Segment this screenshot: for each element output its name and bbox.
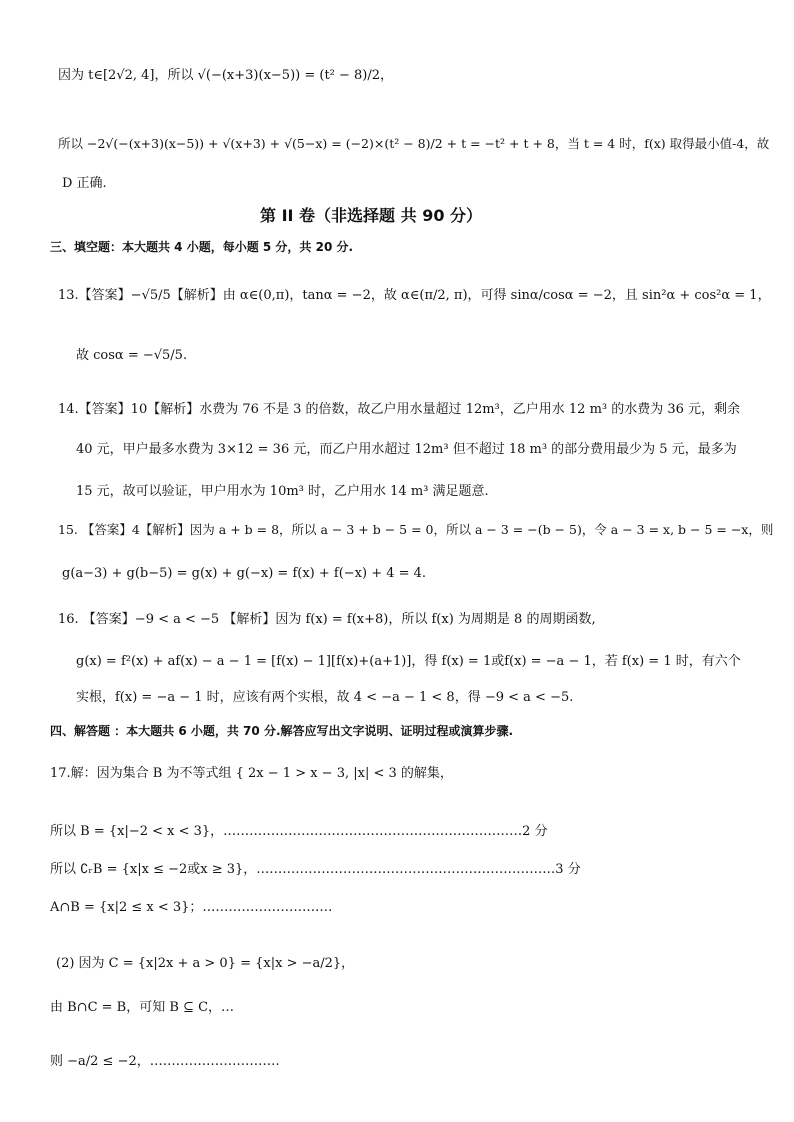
q15-line-2: g(a−3) + g(b−5) = g(x) + g(−x) = f(x) + f(−x) + 4 = 4. [62,566,427,581]
q16-line-2: g(x) = f²(x) + af(x) − a − 1 = [f(x) − 1][f(x)+(a+1)]，得 f(x) = 1或f(x) = −a − 1，若 f(x) = 1 时，有六个 [76,654,741,669]
part-ii-title: 第 II 卷（非选择题 共 90 分） [260,206,483,225]
q13-answer: 13.【答案】−√5/5【解析】由 α∈(0,π)，tanα = −2，故 α∈(π/2, π)，可得 sinα/cosα = −2，且 sin²α + cos²α = 1， [58,288,771,303]
q17-intro: 17.解：因为集合 B 为不等式组 { 2x − 1 > x − 3, |x| < 3 的解集， [50,766,453,781]
solution-line-min-value: 所以 −2√(−(x+3)(x−5)) + √(x+3) + √(5−x) = (−2)×(t² − 8)/2 + t = −t² + t + 8，当 t = 4 时，f(x) 取得最小值-4，故 [58,136,770,151]
q17-part2-set-c: (2) 因为 C = {x|2x + a > 0} = {x|x > −a/2}， [56,956,355,971]
q17-set-b: 所以 B = {x|−2 < x < 3}，……………………………………………………………2 分 [50,824,548,839]
q17-complement-b: 所以 ∁ᵣB = {x|x ≤ −2或x ≥ 3}，……………………………………………………………3 分 [50,862,581,877]
q17-inequality: 则 −a/2 ≤ −2，………………………… [50,1054,280,1069]
q14-line-3: 15 元，故可以验证，甲户用水为 10m³ 时，乙户用水 14 m³ 满足题意. [76,484,489,499]
q17-subset: 由 B∩C = B，可知 B ⊆ C，… [50,1000,235,1015]
q16-line-3: 实根，f(x) = −a − 1 时，应该有两个实根，故 4 < −a − 1 < 8，得 −9 < a < −5. [76,690,574,705]
q17-intersection: A∩B = {x|2 ≤ x < 3}；………………………… [50,900,333,915]
q15-answer: 15. 【答案】4【解析】因为 a + b = 8，所以 a − 3 + b − 5 = 0，所以 a − 3 = −(b − 5)，令 a − 3 = x, b − 5 = −x，则 [58,522,774,537]
fill-in-section-heading: 三、填空题：本大题共 4 小题，每小题 5 分，共 20 分. [50,240,354,254]
q14-answer: 14.【答案】10【解析】水费为 76 不是 3 的倍数，故乙户用水量超过 12m³，乙户用水 12 m³ 的水费为 36 元，剩余 [58,402,741,417]
solution-line-d-correct: D 正确. [62,176,107,191]
q14-line-2: 40 元，甲户最多水费为 3×12 = 36 元，而乙户用水超过 12m³ 但不超过 18 m³ 的部分费用最少为 5 元，最多为 [76,442,737,457]
solution-line-t-range: 因为 t∈[2√2, 4]，所以 √(−(x+3)(x−5)) = (t² − 8)/2， [58,68,394,83]
answer-section-heading: 四、解答题 ：本大题共 6 小题，共 70 分.解答应写出文字说明、证明过程或演算步骤. [50,724,514,738]
q16-answer: 16. 【答案】−9 < a < −5 【解析】因为 f(x) = f(x+8)，所以 f(x) 为周期是 8 的周期函数, [58,612,596,627]
q13-conclusion: 故 cosα = −√5/5. [76,348,188,363]
